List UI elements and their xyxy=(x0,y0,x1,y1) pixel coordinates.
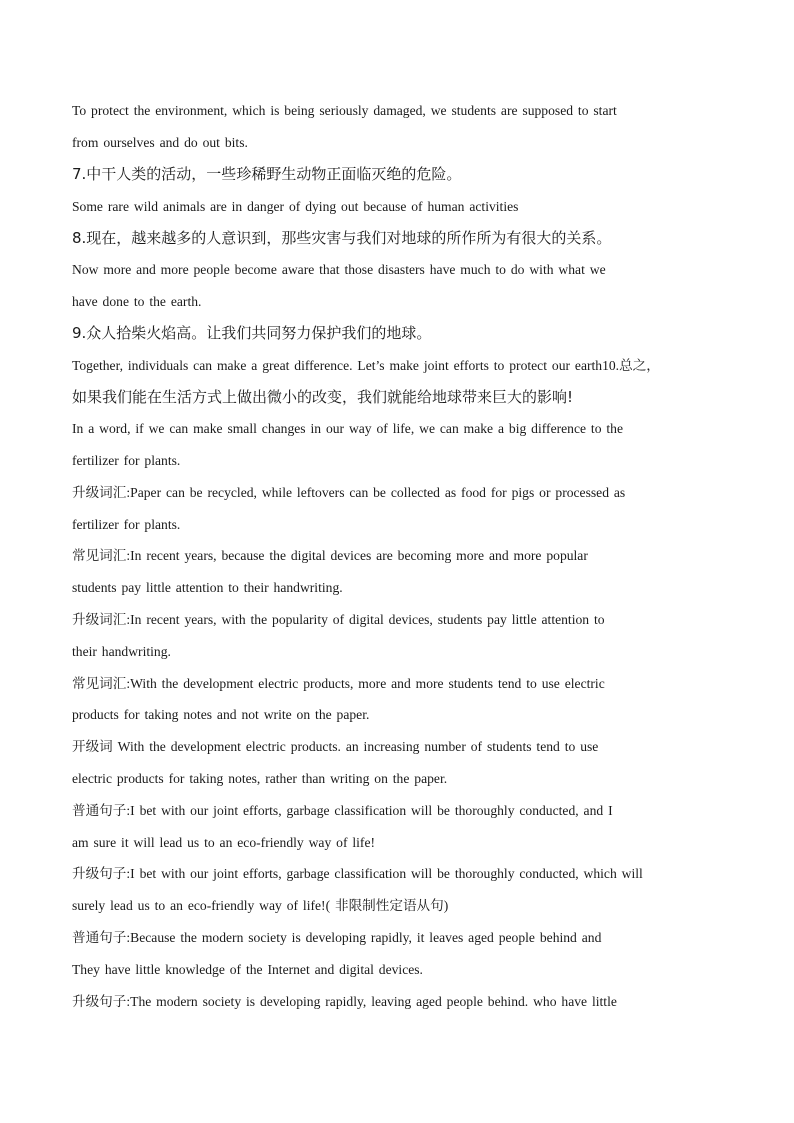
upgrade-vocab-line: 升级词汇:In recent years, with the popularity of digital devices, students pay little attention to xyxy=(72,612,605,627)
text-line: Now more and more people become aware that those disasters have much to do with what we xyxy=(72,262,606,277)
upgrade-vocab-line: 开级词 With the development electric products. an increasing number of students tend to use xyxy=(72,739,599,754)
text-line: fertilizer for plants. xyxy=(72,517,181,532)
common-vocab-line: 常见词汇:In recent years, because the digital devices are becoming more and more popular xyxy=(72,548,588,563)
text-line: They have little knowledge of the Internet and digital devices. xyxy=(72,962,423,977)
text-line: students pay little attention to their handwriting. xyxy=(72,580,343,595)
text-line: their handwriting. xyxy=(72,644,171,659)
text-line: To protect the environment, which is being seriously damaged, we students are supposed to start xyxy=(72,103,617,118)
text-line: products for taking notes and not write on the paper. xyxy=(72,707,370,722)
normal-sentence-line: 普通句子:I bet with our joint efforts, garbage classification will be thoroughly conducted, and I xyxy=(72,803,613,818)
text-line: have done to the earth. xyxy=(72,294,202,309)
chinese-prompt-8: 8.现在，越来越多的人意识到，那些灾害与我们对地球的所作所为有很大的关系。 xyxy=(72,229,612,247)
upgrade-sentence-line: 升级句子:The modern society is developing rapidly, leaving aged people behind. who have little xyxy=(72,994,617,1009)
text-line: surely lead us to an eco-friendly way of life!( 非限制性定语从句) xyxy=(72,898,449,913)
text-line: In a word, if we can make small changes in our way of life, we can make a big difference to the xyxy=(72,421,624,436)
chinese-prompt-10: 如果我们能在生活方式上做出微小的改变，我们就能给地球带来巨大的影响! xyxy=(72,388,574,406)
text-line: am sure it will lead us to an eco-friendly way of life! xyxy=(72,835,376,850)
text-line: from ourselves and do out bits. xyxy=(72,135,248,150)
chinese-prompt-9: 9.众人拾柴火焰高。让我们共同努力保护我们的地球。 xyxy=(72,324,432,342)
common-vocab-line: 常见词汇:With the development electric products, more and more students tend to use electric xyxy=(72,676,605,691)
upgrade-vocab-line: 升级词汇:Paper can be recycled, while leftovers can be collected as food for pigs or processed as xyxy=(72,485,626,500)
upgrade-sentence-line: 升级句子:I bet with our joint efforts, garbage classification will be thoroughly conducted, which will xyxy=(72,866,643,881)
text-line: Together, individuals can make a great difference. Let’s make joint efforts to protect our earth10.总之， xyxy=(72,358,660,373)
chinese-prompt-7: 7.中干人类的活动，一些珍稀野生动物正面临灭绝的危险。 xyxy=(72,165,462,183)
text-line: Some rare wild animals are in danger of dying out because of human activities xyxy=(72,199,519,214)
text-line: electric products for taking notes, rather than writing on the paper. xyxy=(72,771,448,786)
normal-sentence-line: 普通句子:Because the modern society is developing rapidly, it leaves aged people behind and xyxy=(72,930,602,945)
text-line: fertilizer for plants. xyxy=(72,453,181,468)
